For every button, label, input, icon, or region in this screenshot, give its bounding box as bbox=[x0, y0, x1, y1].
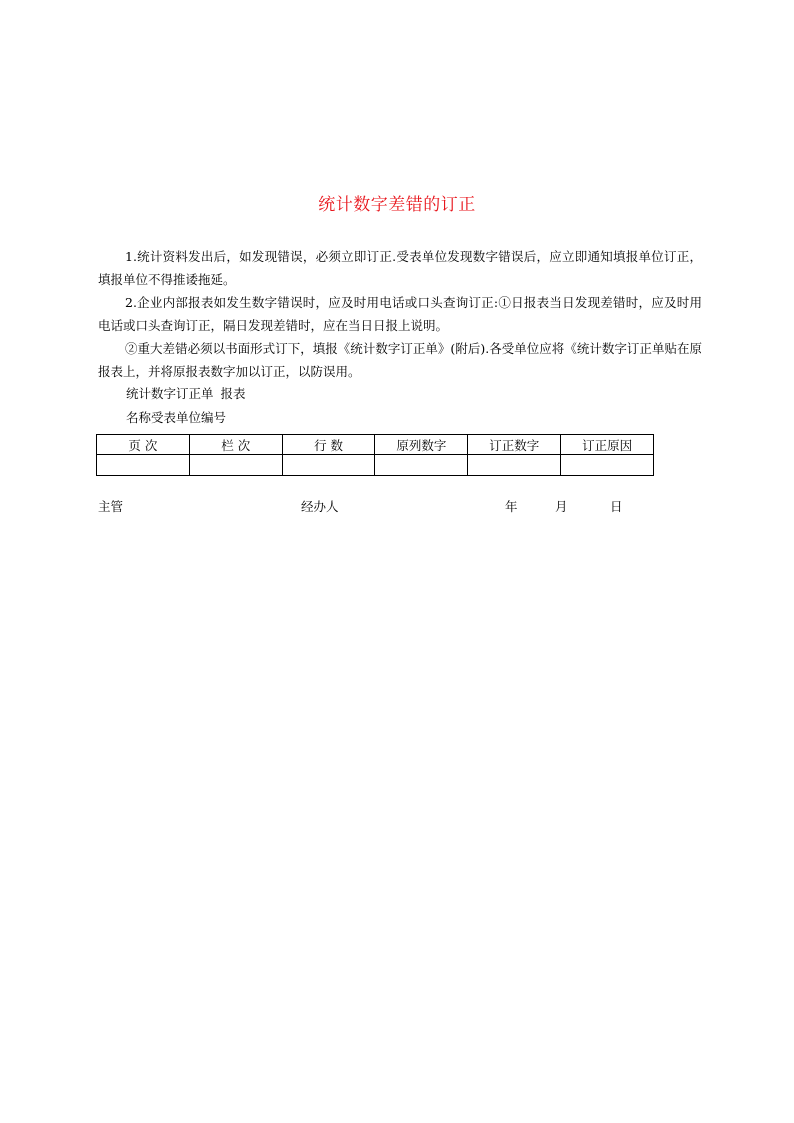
table-row bbox=[97, 455, 654, 476]
table-header-row bbox=[97, 435, 654, 455]
month-label: 月 bbox=[555, 499, 568, 514]
table-cell bbox=[375, 455, 468, 476]
header-row-count: 行 数 bbox=[282, 435, 375, 455]
handler-label: 经办人 bbox=[301, 499, 339, 514]
form-fields-line: 名称受表单位编号 bbox=[126, 410, 227, 425]
header-correction-reason: 订正原因 bbox=[561, 435, 654, 455]
table-cell bbox=[97, 455, 190, 476]
table-cell bbox=[189, 455, 282, 476]
paragraph-1: 1.统计资料发出后，如发现错误，必须立即订正.受表单位发现数字错误后，应立即通知填报单位订正，填报单位不得推诿拖延。 bbox=[98, 249, 702, 287]
header-corrected-number: 订正数字 bbox=[468, 435, 561, 455]
table-cell bbox=[561, 455, 654, 476]
supervisor-label: 主管 bbox=[98, 499, 124, 514]
form-subtitle: 报表 bbox=[220, 386, 246, 401]
year-label: 年 bbox=[505, 499, 518, 514]
header-original-number: 原列数字 bbox=[375, 435, 468, 455]
form-title-line bbox=[126, 384, 246, 404]
header-column: 栏 次 bbox=[189, 435, 282, 455]
paragraph-2: 2.企业内部报表如发生数字错误时，应及时用电话或口头查询订正:①日报表当日发现差错时，应及时用电话或口头查询订正，隔日发现差错时，应在当日日报上说明。 bbox=[98, 295, 702, 333]
paragraph-3: ②重大差错必须以书面形式订下，填报《统计数字订正单》(附后).各受单位应将《统计数字订正单贴在原报表上，并将原报表数字加以订正，以防误用。 bbox=[98, 341, 702, 379]
correction-table bbox=[96, 434, 654, 476]
table-cell bbox=[282, 455, 375, 476]
table-cell bbox=[468, 455, 561, 476]
header-page: 页 次 bbox=[97, 435, 190, 455]
document-title: 统计数字差错的订正 bbox=[318, 195, 476, 215]
day-label: 日 bbox=[610, 499, 623, 514]
form-title: 统计数字订正单 bbox=[126, 386, 214, 401]
